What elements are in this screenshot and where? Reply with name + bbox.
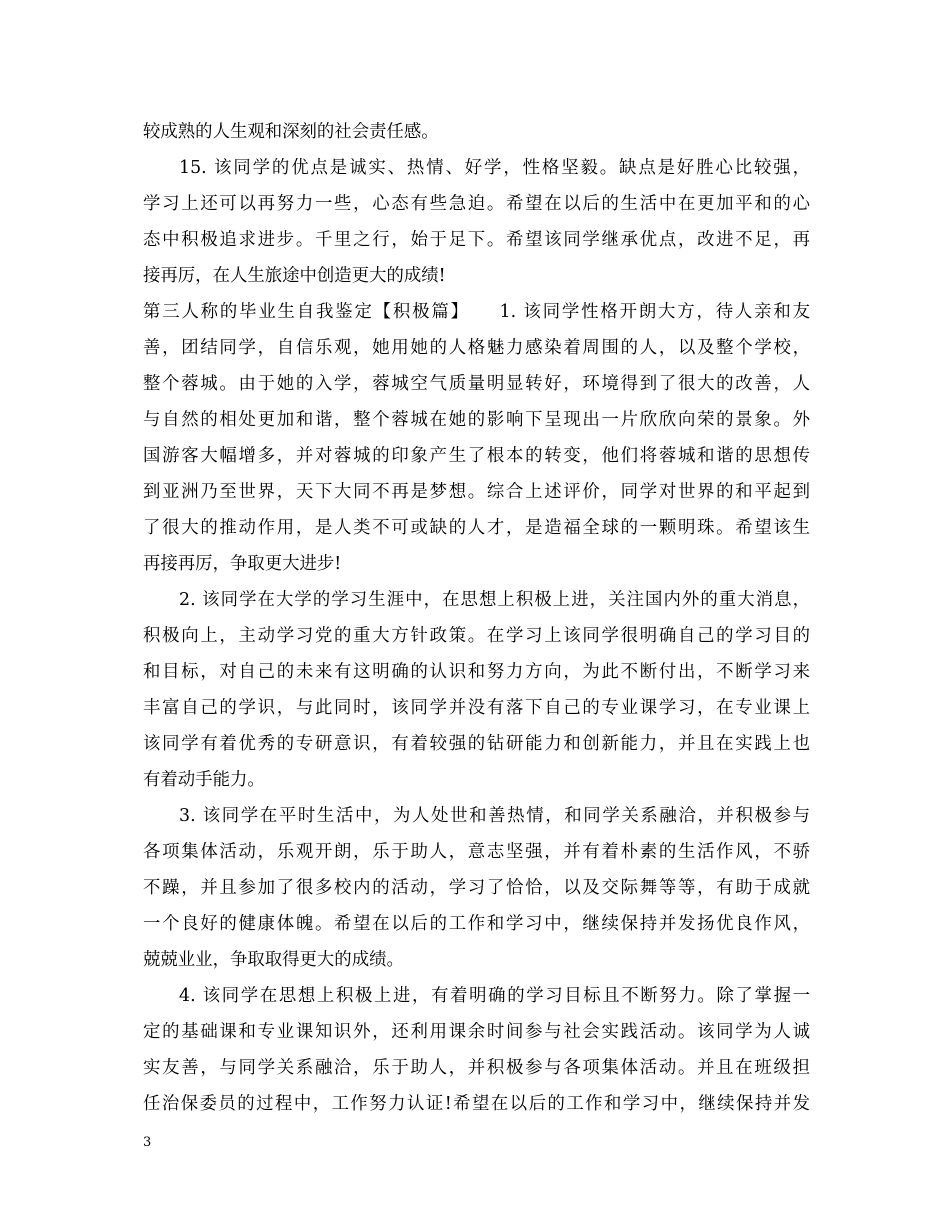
text-line: 较成熟的人生观和深刻的社会责任感。 (143, 122, 439, 142)
text-line: 实友善，与同学关系融洽，乐于助人，并积极参与各项集体活动。并且在班级担 (143, 1058, 810, 1078)
text-line: 15. 该同学的优点是诚实、热情、好学，性格坚毅。缺点是好胜心比较强， (179, 158, 810, 178)
page-number: 3 (143, 1135, 152, 1150)
text-line: 定的基础课和专业课知识外，还利用课余时间参与社会实践活动。该同学为人诚 (143, 1022, 810, 1042)
text-line: 各项集体活动，乐观开朗，乐于助人，意志坚强，并有着朴素的生活作风，不骄 (143, 842, 810, 862)
text-line: 与自然的相处更加和谐，整个蓉城在她的影响下呈现出一片欣欣向荣的景象。外 (143, 410, 810, 430)
text-line: 兢兢业业，争取取得更大的成绩。 (143, 950, 404, 970)
text-line: 整个蓉城。由于她的入学，蓉城空气质量明显转好，环境得到了很大的改善，人 (143, 374, 810, 394)
text-line: 不躁，并且参加了很多校内的活动，学习了恰恰，以及交际舞等等，有助于成就 (143, 878, 810, 898)
text-line: 4. 该同学在思想上积极上进，有着明确的学习目标且不断努力。除了掌握一 (179, 986, 810, 1006)
text-line: 接再厉，在人生旅途中创造更大的成绩! (143, 266, 446, 286)
text-line: 善，团结同学，自信乐观，她用她的人格魅力感染着周围的人，以及整个学校， (143, 338, 810, 358)
text-line: 2. 该同学在大学的学习生涯中，在思想上积极上进，关注国内外的重大消息， (179, 590, 810, 610)
text-line: 到亚洲乃至世界，天下大同不再是梦想。综合上述评价，同学对世界的和平起到 (143, 482, 810, 502)
text-line: 再接再厉，争取更大进步! (143, 554, 342, 574)
document-body (143, 114, 810, 1122)
text-line: 了很大的推动作用，是人类不可或缺的人才，是造福全球的一颗明珠。希望该生 (143, 518, 810, 538)
text-line: 第三人称的毕业生自我鉴定【积极篇】 1. 该同学性格开朗大方，待人亲和友 (143, 302, 810, 322)
text-line: 国游客大幅增多，并对蓉城的印象产生了根本的转变，他们将蓉城和谐的思想传 (143, 446, 810, 466)
text-line: 一个良好的健康体魄。希望在以后的工作和学习中，继续保持并发扬优良作风， (143, 914, 810, 934)
text-line: 态中积极追求进步。千里之行，始于足下。希望该同学继承优点，改进不足，再 (143, 230, 810, 250)
text-line: 该同学有着优秀的专研意识，有着较强的钻研能力和创新能力，并且在实践上也 (143, 734, 810, 754)
text-line: 学习上还可以再努力一些，心态有些急迫。希望在以后的生活中在更加平和的心 (143, 194, 810, 214)
text-line: 丰富自己的学识，与此同时，该同学并没有落下自己的专业课学习，在专业课上 (143, 698, 810, 718)
text-line: 任治保委员的过程中，工作努力认证!希望在以后的工作和学习中，继续保持并发 (143, 1094, 810, 1114)
text-line: 和目标，对自己的未来有这明确的认识和努力方向，为此不断付出，不断学习来 (143, 662, 810, 682)
text-line: 3. 该同学在平时生活中，为人处世和善热情，和同学关系融洽，并积极参与 (179, 806, 810, 826)
text-line: 积极向上，主动学习党的重大方针政策。在学习上该同学很明确自己的学习目的 (143, 626, 810, 646)
text-line: 有着动手能力。 (143, 770, 265, 790)
